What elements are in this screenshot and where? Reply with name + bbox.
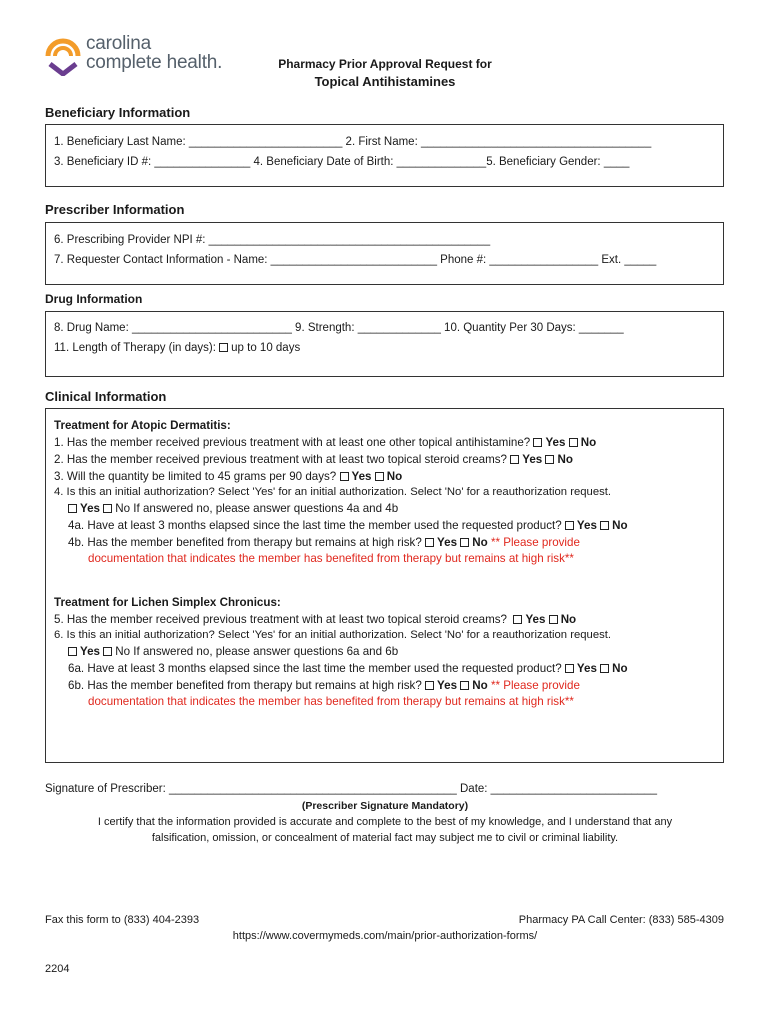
drug-box (45, 311, 724, 377)
q1-yes-checkbox[interactable] (533, 438, 542, 447)
beneficiary-line-2[interactable]: 3. Beneficiary ID #: _______________ 4. Beneficiary Date of Birth: ______________5. Beneficiary Gender: ____ (54, 156, 630, 168)
logo-line1: carolina (86, 33, 151, 54)
q6a-no-label: No (612, 662, 628, 675)
q6a-yes-checkbox[interactable] (565, 664, 574, 673)
question-6-options (68, 645, 398, 658)
call-center-number: Pharmacy PA Call Center: (833) 585-4309 (518, 914, 724, 926)
q5-no-label: No (560, 613, 577, 626)
drug-line-2 (54, 342, 300, 354)
q4-no-checkbox[interactable] (103, 504, 112, 513)
length-of-therapy-label: 11. Length of Therapy (in days): (54, 342, 220, 354)
lichen-heading: Treatment for Lichen Simplex Chronicus: (54, 596, 281, 609)
beneficiary-box (45, 124, 724, 187)
q4a-no-label: No (612, 519, 628, 532)
q2-yes-checkbox[interactable] (510, 455, 519, 464)
certify-line-1: I certify that the information provided is accurate and complete to the best of my knowledge, and I understand that any (97, 816, 673, 828)
question-4b (68, 536, 580, 549)
q4a-yes-label: Yes (576, 519, 597, 532)
beneficiary-line-1[interactable]: 1. Beneficiary Last Name: ________________________ 2. First Name: ____________________________________ (54, 136, 652, 148)
q6b-yes-checkbox[interactable] (425, 681, 434, 690)
up-to-10-days-label: up to 10 days (231, 342, 301, 354)
q1-no-label: No (580, 436, 597, 449)
form-code: 2204 (45, 963, 70, 975)
q6-yes-checkbox[interactable] (68, 647, 77, 656)
prescriber-box (45, 222, 724, 285)
q4a-yes-checkbox[interactable] (565, 521, 574, 530)
q2-yes-label: Yes (522, 453, 543, 466)
question-4a (68, 519, 628, 532)
prescriber-line-2[interactable]: 7. Requester Contact Information - Name: __________________________ Phone #: _________________ Ext. _____ (54, 254, 657, 266)
question-4a-text: 4a. Have at least 3 months elapsed since the last time the member used the requested product? (68, 519, 562, 532)
logo-line2: complete health. (86, 52, 223, 73)
q4-no-label: No If answered no, please answer questions 4a and 4b (115, 502, 399, 515)
q6a-yes-label: Yes (576, 662, 597, 675)
q6b-no-checkbox[interactable] (460, 681, 469, 690)
fax-number: Fax this form to (833) 404-2393 (45, 914, 200, 926)
form-title-line2: Topical Antihistamines (314, 74, 456, 89)
q3-yes-checkbox[interactable] (340, 472, 349, 481)
q4b-note: ** Please provide (490, 536, 580, 549)
signature-mandatory-note: (Prescriber Signature Mandatory) (301, 800, 469, 812)
question-2 (54, 453, 573, 466)
q2-no-checkbox[interactable] (545, 455, 554, 464)
q6b-no-label: No (472, 679, 488, 692)
certify-line-2: falsification, omission, or concealment of material fact may subject me to civil or criminal liability. (151, 832, 619, 844)
q4a-no-checkbox[interactable] (600, 521, 609, 530)
q4b-yes-label: Yes (437, 536, 458, 549)
up-to-10-days-checkbox[interactable] (219, 343, 228, 352)
clinical-heading: Clinical Information (45, 389, 167, 404)
question-6a (68, 662, 628, 675)
q3-no-label: No (386, 470, 403, 483)
q4-yes-checkbox[interactable] (68, 504, 77, 513)
question-4-options (68, 502, 398, 515)
question-6b-text: 6b. Has the member benefited from therapy but remains at high risk? (68, 679, 422, 692)
q3-yes-label: Yes (351, 470, 372, 483)
question-6b (68, 679, 580, 692)
q4b-no-checkbox[interactable] (460, 538, 469, 547)
question-6: 6. Is this an initial authorization? Select 'Yes' for an initial authorization. Select 'No' for a reauthorization request. (54, 629, 612, 641)
q5-no-checkbox[interactable] (549, 615, 558, 624)
question-6a-text: 6a. Have at least 3 months elapsed since the last time the member used the requested product? (68, 662, 562, 675)
question-4: 4. Is this an initial authorization? Select 'Yes' for an initial authorization. Select 'No' for a reauthorization request. (54, 486, 612, 498)
drug-line-1[interactable]: 8. Drug Name: _________________________ 9. Strength: _____________ 10. Quantity Per 30 Days: _______ (54, 322, 624, 334)
prescriber-line-1[interactable]: 6. Prescribing Provider NPI #: ____________________________________________ (54, 234, 491, 246)
question-4b-text: 4b. Has the member benefited from therapy but remains at high risk? (68, 536, 422, 549)
q3-no-checkbox[interactable] (375, 472, 384, 481)
q6b-yes-label: Yes (437, 679, 458, 692)
q2-no-label: No (557, 453, 573, 466)
beneficiary-heading: Beneficiary Information (45, 105, 191, 120)
q6b-note-continued: documentation that indicates the member has benefited from therapy but remains at high risk** (88, 695, 574, 708)
question-1 (54, 436, 596, 449)
atopic-heading: Treatment for Atopic Dermatitis: (54, 419, 231, 432)
covermymeds-link[interactable]: https://www.covermymeds.com/main/prior-authorization-forms/ (232, 930, 538, 942)
q6-no-checkbox[interactable] (103, 647, 112, 656)
q1-yes-label: Yes (545, 436, 566, 449)
q4-yes-label: Yes (80, 502, 100, 515)
q6a-no-checkbox[interactable] (600, 664, 609, 673)
form-title-line1: Pharmacy Prior Approval Request for (278, 57, 492, 71)
q6-no-label: No If answered no, please answer questions 6a and 6b (115, 645, 399, 658)
q5-yes-label: Yes (525, 613, 546, 626)
drug-heading: Drug Information (45, 292, 143, 306)
question-3 (54, 470, 402, 483)
prescriber-heading: Prescriber Information (45, 202, 185, 217)
q4b-note-continued: documentation that indicates the member has benefited from therapy but remains at high risk** (88, 552, 574, 565)
question-5-text: 5. Has the member received previous treatment with at least two topical steroid creams? (54, 613, 507, 626)
question-1-text: 1. Has the member received previous treatment with at least one other topical antihistamine? (54, 436, 531, 449)
q6b-note: ** Please provide (490, 679, 580, 692)
question-2-text: 2. Has the member received previous treatment with at least two topical steroid creams? (54, 453, 507, 466)
q6-yes-label: Yes (80, 645, 100, 658)
q1-no-checkbox[interactable] (569, 438, 578, 447)
q5-yes-checkbox[interactable] (513, 615, 522, 624)
signature-line[interactable]: Signature of Prescriber: _____________________________________________ Date: __________________________ (45, 783, 657, 795)
question-5 (54, 613, 576, 626)
clinical-box (45, 408, 724, 763)
q4b-yes-checkbox[interactable] (425, 538, 434, 547)
q4b-no-label: No (472, 536, 488, 549)
question-3-text: 3. Will the quantity be limited to 45 grams per 90 days? (54, 470, 337, 483)
